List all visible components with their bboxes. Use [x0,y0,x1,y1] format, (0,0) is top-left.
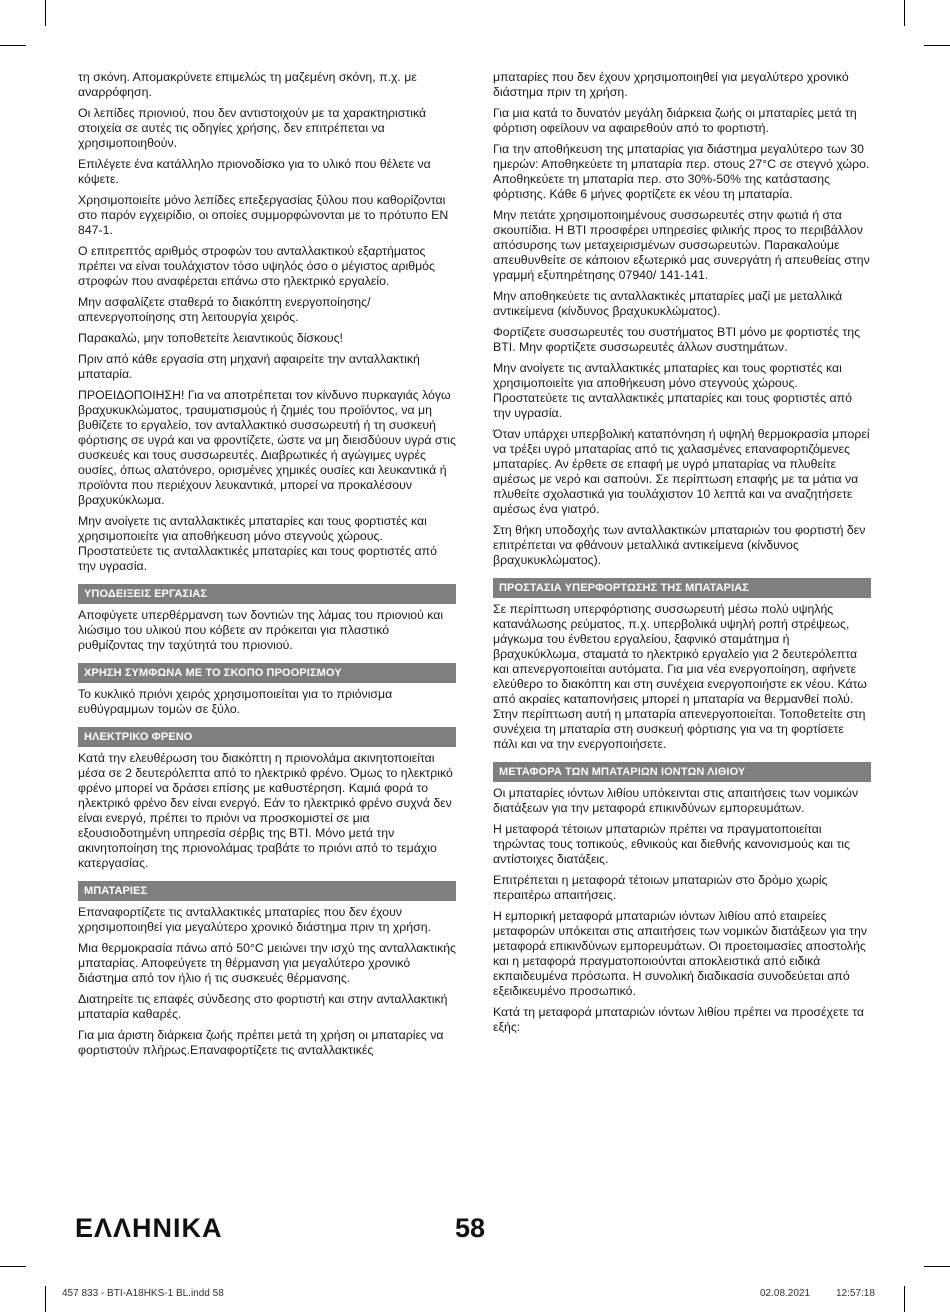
paragraph: Επαναφορτίζετε τις ανταλλακτικές μπαταρίες που δεν έχουν χρησιμοποιηθεί για μεγαλύτερο χρονικό διάστημα πριν τη χρήση. [78,905,431,934]
crop-mark [0,1266,26,1267]
paragraph: Μια θερμοκρασία πάνω από 50°C μειώνει την ισχύ της ανταλλακτικής μπαταρίας. Αποφεύγετε τη θέρμανση για μεγαλύτερο χρονικό διάστημα από τον ήλιο ή τις συσκευές θέρμανσης. [78,941,456,985]
paragraph: Μην πετάτε χρησιμοποιημένους συσσωρευτές στην φωτιά ή στα σκουπίδια. Η BTI προσφέρει υπηρεσίες φιλικής προς το περιβάλλον απόσυρσης των μεταχειρισμένων συσσωρευτών. Παρακαλούμε απευθυνθείτε σε κάποιον εξωτερικό μας συνεργάτη ή απευθείας στην γραμμή εξυπηρέτησης 07940/ 141-141. [493,208,870,282]
left-column [78,70,456,1064]
paragraph: Για μια άριστη διάρκεια ζωής πρέπει μετά τη χρήση οι μπαταρίες να φορτιστούν πλήρως.Επαναφορτίζετε τις ανταλλακτικές [78,1028,444,1057]
paragraph: Για μια κατά το δυνατόν μεγάλη διάρκεια ζωής οι μπαταρίες μετά τη φόρτιση οφείλουν να αφαιρεθούν από το φορτιστή. [493,106,857,135]
paragraph: Μην ανοίγετε τις ανταλλακτικές μπαταρίες και τους φορτιστές και χρησιμοποιείτε για αποθήκευση μόνο στεγνούς χώρους. Προστατεύετε τις ανταλλακτικές μπαταρίες και τους φορτιστές από την υγρασία. [493,361,852,420]
crop-mark [924,1266,950,1267]
paragraph: Σε περίπτωση υπερφόρτισης συσσωρευτή μέσω πολύ υψηλής κατανάλωσης ρεύματος, π.χ. υπερβολικά υψηλή ροπή στρέψεως, μάγκωμα του ένθετου εργαλείου, ξαφνικό σταμάτημα ή βραχυκύκλωμα, σταματά το ηλεκτρικό εργαλείο για 2 δευτερόλεπτα και απενεργοποιείται αυτόματα. Για μια νέα ενεργοποίηση, αφήνετε ελεύθερο το διακόπτη και στη συνέχεια ενεργοποιήστε εκ νέου. Κάτω από ακραίες καταπονήσεις μπορεί η μπαταρία να θερμανθεί πολύ. Στην περίπτωση αυτή η μπαταρία απενεργοποιείται. Τοποθετείτε στη συνέχεια τη μπαταρία στη συσκευή φόρτισης για να τη φορτίσετε πάλι και να την ενεργοποιήσετε. [493,602,867,751]
section-heading: ΧΡΗΣΗ ΣΥΜΦΩΝΑ ΜΕ ΤΟ ΣΚΟΠΟ ΠΡΟΟΡΙΣΜΟΥ [78,663,456,683]
paragraph: Αποφύγετε υπερθέρμανση των δοντιών της λάμας του πριονιού και λιώσιμο του υλικού που κόβετε αν πρόκειται για πλαστικό ρυθμίζοντας την ταχύτητά του πριονιού. [78,608,444,652]
paragraph: Μην ασφαλίζετε σταθερά το διακόπτη ενεργοποίησης/ απενεργοποίησης στη λειτουργία χειρός. [78,295,371,324]
paragraph: Το κυκλικό πριόνι χειρός χρησιμοποιείται για το πριόνισμα ευθύγραμμων τομών σε ξύλο. [78,687,393,716]
paragraph: μπαταρίες που δεν έχουν χρησιμοποιηθεί για μεγαλύτερο χρονικό διάστημα πριν τη χρήση. [493,70,849,99]
crop-mark [45,0,46,26]
paragraph: Η εμπορική μεταφορά μπαταριών ιόντων λιθίου από εταιρείες μεταφορών υπόκειται στις απαιτήσεις των νομικών διατάξεων για την μεταφορά επικινδύνων εμπορευμάτων. Οι προετοιμασίες αποστολής και η μεταφορά πραγματοποιούνται αποκλειστικά από ειδικά εκπαιδευμένα πρόσωπα. Η συνολική διαδικασία συνοδεύεται από εξειδικευμένο προσωπικό. [493,909,868,998]
paragraph: Για την αποθήκευση της μπαταρίας για διάστημα μεγαλύτερο των 30 ημερών: Αποθηκεύετε τη μπαταρία περ. στους 27°C σε στεγνό χώρο. Αποθηκεύετε τη μπαταρία περ. στο 30%-50% της κατάστασης φόρτισης. Κάθε 6 μήνες φορτίζετε εκ νέου τη μπαταρία. [493,142,870,201]
page-number: 58 [455,1213,486,1243]
paragraph: Επιτρέπεται η μεταφορά τέτοιων μπαταριών στο δρόμο χωρίς περαιτέρω απαιτήσεις. [493,873,828,902]
paragraph: τη σκόνη. Απομακρύνετε επιμελώς τη μαζεμένη σκόνη, π.χ. με αναρρόφηση. [78,70,417,99]
paragraph: Παρακαλώ, μην τοποθετείτε λειαντικούς δίσκους! [78,331,343,345]
slug-file: 457 833 - BTI-A18HKS-1 BL.indd 58 [62,1288,224,1299]
crop-mark [0,45,26,46]
paragraph: Διατηρείτε τις επαφές σύνδεσης στο φορτιστή και στην ανταλλακτική μπαταρία καθαρές. [78,992,448,1021]
paragraph: Κατά την ελευθέρωση του διακόπτη η πριονολάμα ακινητοποιείται μέσα σε 2 δευτερόλεπτα από το ηλεκτρικό φρένο. Όμως το ηλεκτρικό φρένο μπορεί να δράσει επίσης με καθυστέρηση. Καμιά φορά το ηλεκτρικό φρένο δεν είναι ενεργό. Εάν το ηλεκτρικό φρένο συχνά δεν είναι ενεργό, πρέπει το πριόνι να προσκομιστεί σε μια εξουσιοδοτημένη υπηρεσία σέρβις της BTI. Μόνο μετά την ακινητοποίηση της πριονολάμας τραβάτε το πριόνι από το τεμάχιο κατεργασίας. [78,751,453,870]
section-heading: ΜΕΤΑΦΟΡΑ ΤΩΝ ΜΠΑΤΑΡΙΩΝ ΙΟΝΤΩΝ ΛΙΘΙΟΥ [493,762,871,782]
paragraph: Οι μπαταρίες ιόντων λιθίου υπόκεινται στις απαιτήσεις των νομικών διατάξεων για την μεταφορά επικινδύνων εμπορευμάτων. [493,786,859,815]
paragraph: Οι λεπίδες πριονιού, που δεν αντιστοιχούν με τα χαρακτηριστικά στοιχεία σε αυτές τις οδηγίες χρήσης, δεν επιτρέπεται να χρησιμοποιηθούν. [78,106,427,150]
footer-language: ΕΛΛΗΝΙΚΑ [75,1213,223,1243]
paragraph: Στη θήκη υποδοχής των ανταλλακτικών μπαταριών του φορτιστή δεν επιτρέπεται να φθάνουν μεταλλικά αντικείμενα (κίνδυνος βραχυκυκλώματος). [493,523,866,567]
paragraph: Μην ανοίγετε τις ανταλλακτικές μπαταρίες και τους φορτιστές και χρησιμοποιείτε για αποθήκευση μόνο στεγνούς χώρους. Προστατεύετε τις ανταλλακτικές μπαταρίες και τους φορτιστές από την υγρασία. [78,514,437,573]
section-heading: ΠΡΟΣΤΑΣΙΑ ΥΠΕΡΦΟΡΤΩΣΗΣ ΤΗΣ ΜΠΑΤΑΡΙΑΣ [493,578,871,598]
right-column [493,70,871,1041]
slug-time: 12:57:18 [836,1288,875,1299]
paragraph: Μην αποθηκεύετε τις ανταλλακτικές μπαταρίες μαζί με μεταλλικά αντικείμενα (κίνδυνος βραχυκυκλώματος). [493,289,843,318]
crop-mark [904,0,905,26]
paragraph: Πριν από κάθε εργασία στη μηχανή αφαιρείτε την ανταλλακτική μπαταρία. [78,352,420,381]
paragraph: Η μεταφορά τέτοιων μπαταριών πρέπει να πραγματοποιείται τηρώντας τους τοπικούς, εθνικούς και διεθνής κανονισμούς και τις αντίστοιχες διατάξεις. [493,822,850,866]
section-heading: ΥΠΟΔΕΙΞΕΙΣ ΕΡΓΑΣΙΑΣ [78,584,456,604]
paragraph: Όταν υπάρχει υπερβολική καταπόνηση ή υψηλή θερμοκρασία μπορεί να τρέξει υγρό μπαταρίας από τις χαλασμένες επαναφορτιζόμενες μπαταρίες. Αν έρθετε σε επαφή με υγρό μπαταρίας να πλυθείτε αμέσως με νερό και σαπούνι. Σε περίπτωση επαφής με τα μάτια να πλυθείτε σχολαστικά για τουλάχιστον 10 λεπτά και να αναζητήσετε αμέσως ένα γιατρό. [493,427,870,516]
crop-mark [45,1286,46,1312]
paragraph: ΠΡΟΕΙΔΟΠΟΙΗΣΗ! Για να αποτρέπεται τον κίνδυνο πυρκαγιάς λόγω βραχυκυκλώματος, τραυματισμούς ή ζημιές του προϊόντος, να μη βυθίζετε το εργαλείο, τον ανταλλακτικό συσσωρευτή ή τη συσκευή φόρτισης σε υγρά και να φροντίζετε, ώστε να μη διεισδύουν υγρά στις συσκευές και τους συσσωρευτές. Διαβρωτικές ή αγώγιμες υγρές ουσίες, όπως αλατόνερο, ορισμένες χημικές ουσίες και λευκαντικά ή προϊόντα που περιέχουν λευκαντικά, μπορεί να προκαλέσουν βραχυκύκλωμα. [78,388,456,507]
paragraph: Κατά τη μεταφορά μπαταριών ιόντων λιθίου πρέπει να προσέχετε τα εξής: [493,1005,864,1034]
crop-mark [904,1286,905,1312]
paragraph: Επιλέγετε ένα κατάλληλο πριονοδίσκο για το υλικό που θέλετε να κόψετε. [78,157,431,186]
section-heading: ΜΠΑΤΑΡΙΕΣ [78,881,456,901]
paragraph: Ο επιτρεπτός αριθμός στροφών του ανταλλακτικού εξαρτήματος πρέπει να είναι τουλάχιστον τόσο υψηλός όσο ο μέγιστος αριθμός στροφών που αναφέρεται επάνω στο ηλεκτρικό εργαλείο. [78,244,435,288]
section-heading: ΗΛΕΚΤΡΙΚΟ ΦΡΕΝΟ [78,727,456,747]
crop-mark [924,45,950,46]
paragraph: Φορτίζετε συσσωρευτές του συστήματος BTI μόνο με φορτιστές της BTI. Μην φορτίζετε συσσωρευτές άλλων συστημάτων. [493,325,860,354]
slug-date: 02.08.2021 [760,1288,811,1299]
paragraph: Χρησιμοποιείτε μόνο λεπίδες επεξεργασίας ξύλου που καθορίζονται στο παρόν εγχειρίδιο, οι οποίες συμμορφώνονται με το πρότυπο EN 847-1. [78,193,449,237]
